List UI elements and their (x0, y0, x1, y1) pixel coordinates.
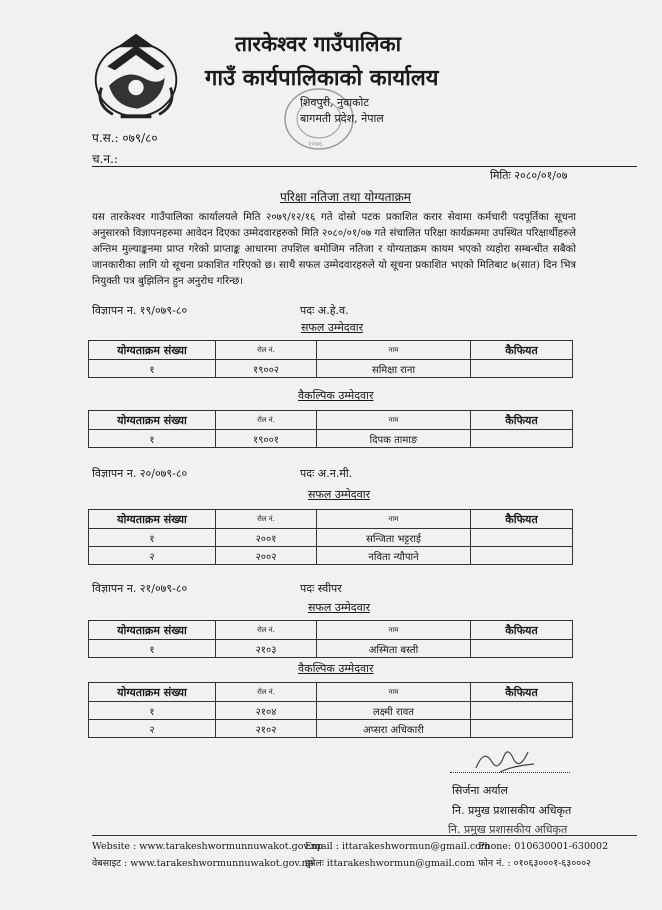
result-table (88, 340, 573, 378)
cell-remarks (471, 702, 573, 720)
cell-rank: १ (89, 702, 216, 720)
footer-phone-ne: फोन नं. : ०१०६३०००१-६३०००२ (478, 858, 591, 869)
notice-subject: परिक्षा नतिजा तथा योग्यताक्रम (280, 190, 411, 204)
table-row (89, 360, 573, 378)
cell-roll: १९००२ (216, 360, 317, 378)
group-heading: वैकल्पिक उम्मेदवार (298, 389, 374, 402)
header-roll: रोल नं. (216, 411, 317, 430)
post-name: पदः स्वीपर (300, 582, 342, 595)
table-row (89, 640, 573, 658)
header-remarks: कैफियत (471, 341, 573, 360)
cell-rank: १ (89, 360, 216, 378)
footer-website-ne[interactable]: वेबसाइट : www.tarakeshwormunnuwakot.gov.np (92, 858, 314, 869)
cell-remarks (471, 430, 573, 448)
header-name: नाम (317, 411, 471, 430)
cell-roll: २१०२ (216, 720, 317, 738)
cell-name: दिपक तामाङ (317, 430, 471, 448)
table-row (89, 547, 573, 565)
cell-rank: १ (89, 529, 216, 547)
letter-date: मितिः २०८०/०१/०७ (490, 169, 568, 182)
header-roll: रोल नं. (216, 510, 317, 529)
signatory-stamp: नि. प्रमुख प्रशासकीय अधिकृत (448, 823, 568, 836)
cell-name: अप्सरा अधिकारी (317, 720, 471, 738)
signature-line (450, 772, 570, 773)
notice-body: यस तारकेश्वर गाउँपालिका कार्यालयले मिति २०७९/१२/१६ गते दोस्रो पटक प्रकाशित करार सेवामा कर्मचारी पदपूर्तिका सूचना अनुसारको विज्ञापनहरुमा आवेदन दिएका उम्मेदवारहरुको मिति २०८०/०१/०७ गते संचालित परिक्षा कार्यक्रममा उपस्थित परिक्षार्थीहरुले अन्तिम मुल्याङ्कनमा प्राप्त गरेको प्राप्ताङ्क आधारमा तपशिल बमोजिम नतिजा र योग्यताक्रम कायम भएको व्यहोरा सम्बन्धीत सबैको जानकारीका लागि यो सूचना प्रकाशित गरिएको छ। साथै सफल उम्मेदवारहरुले यो सूचना प्रकाशित भएको मितिबाट ७(सात) दिन भित्र नियुक्ती पत्र बुझिलिन हुन अनुरोध गरिन्छ। (92, 212, 576, 287)
cell-remarks (471, 529, 573, 547)
cell-rank: १ (89, 430, 216, 448)
advert-number: विज्ञापन न. २१/०७९-८० (92, 582, 188, 595)
signatory-post: नि. प्रमुख प्रशासकीय अधिकृत (452, 804, 572, 817)
cell-remarks (471, 547, 573, 565)
footer-nepali (92, 856, 591, 869)
cell-roll: २००१ (216, 529, 317, 547)
header-remarks: कैफियत (471, 621, 573, 640)
header-name: नाम (317, 621, 471, 640)
cell-roll: २१०३ (216, 640, 317, 658)
cell-name: नविता न्यौपाने (317, 547, 471, 565)
header-remarks: कैफियत (471, 411, 573, 430)
result-table (88, 682, 573, 738)
footer-divider (92, 835, 637, 836)
cell-roll: १९००१ (216, 430, 317, 448)
header-rank: योग्यताक्रम संख्या (89, 621, 216, 640)
footer-email-ne[interactable]: इमेलः ittarakeshwormun@gmail.com (305, 858, 475, 869)
header-roll: रोल नं. (216, 621, 317, 640)
patra-sankhya: प.स.: ०७९/८० (92, 131, 158, 145)
table-row (89, 529, 573, 547)
cell-roll: २००२ (216, 547, 317, 565)
cell-name: लक्ष्मी रावत (317, 702, 471, 720)
group-heading: सफल उम्मेदवार (308, 488, 371, 501)
office-address-line2: बागमती प्रदेश, नेपाल (300, 112, 384, 125)
table-row (89, 720, 573, 738)
header-name: नाम (317, 683, 471, 702)
stamp-year: २०७६ (308, 140, 323, 148)
header-remarks: कैफियत (471, 510, 573, 529)
footer-email[interactable]: Email : ittarakeshwormun@gmail.com (305, 841, 490, 852)
cell-name: सन्जिता भट्टराई (317, 529, 471, 547)
header-divider (92, 166, 637, 167)
cell-roll: २१०४ (216, 702, 317, 720)
cell-remarks (471, 360, 573, 378)
cell-remarks (471, 720, 573, 738)
advert-number: विज्ञापन न. २०/०७९-८० (92, 467, 188, 480)
result-table (88, 620, 573, 658)
cell-rank: १ (89, 640, 216, 658)
government-emblem-icon (88, 28, 184, 124)
footer-english (92, 841, 608, 852)
group-heading: सफल उम्मेदवार (308, 601, 371, 614)
header-roll: रोल नं. (216, 341, 317, 360)
post-name: पदः अ.हे.व. (300, 304, 349, 317)
result-table (88, 509, 573, 565)
result-table (88, 410, 573, 448)
post-name: पदः अ.न.मी. (300, 467, 353, 480)
cell-name: समिक्षा राना (317, 360, 471, 378)
office-title: गाउँ कार्यपालिकाको कार्यालय (205, 65, 439, 91)
table-row (89, 702, 573, 720)
header-rank: योग्यताक्रम संख्या (89, 683, 216, 702)
header-name: नाम (317, 510, 471, 529)
header-rank: योग्यताक्रम संख्या (89, 411, 216, 430)
group-heading: वैकल्पिक उम्मेदवार (298, 662, 374, 675)
footer-website[interactable]: Website : www.tarakeshwormunnuwakot.gov.np (92, 841, 323, 852)
cell-remarks (471, 640, 573, 658)
group-heading: सफल उम्मेदवार (301, 321, 364, 334)
office-address-line1: शिवपुरी, नुवाकोट (300, 96, 369, 109)
signatory-name: सिर्जना अर्याल (452, 784, 508, 797)
header-name: नाम (317, 341, 471, 360)
chalani-number: च.न.: (92, 152, 118, 166)
header-remarks: कैफियत (471, 683, 573, 702)
header-rank: योग्यताक्रम संख्या (89, 341, 216, 360)
cell-name: अस्मिता बस्ती (317, 640, 471, 658)
advert-number: विज्ञापन न. १९/०७९-८० (92, 304, 188, 317)
footer-phone: Phone: 010630001-630002 (478, 841, 609, 852)
header-rank: योग्यताक्रम संख्या (89, 510, 216, 529)
table-row (89, 430, 573, 448)
office-name: तारकेश्वर गाउँपालिका (235, 31, 402, 56)
header-roll: रोल नं. (216, 683, 317, 702)
cell-rank: २ (89, 720, 216, 738)
cell-rank: २ (89, 547, 216, 565)
